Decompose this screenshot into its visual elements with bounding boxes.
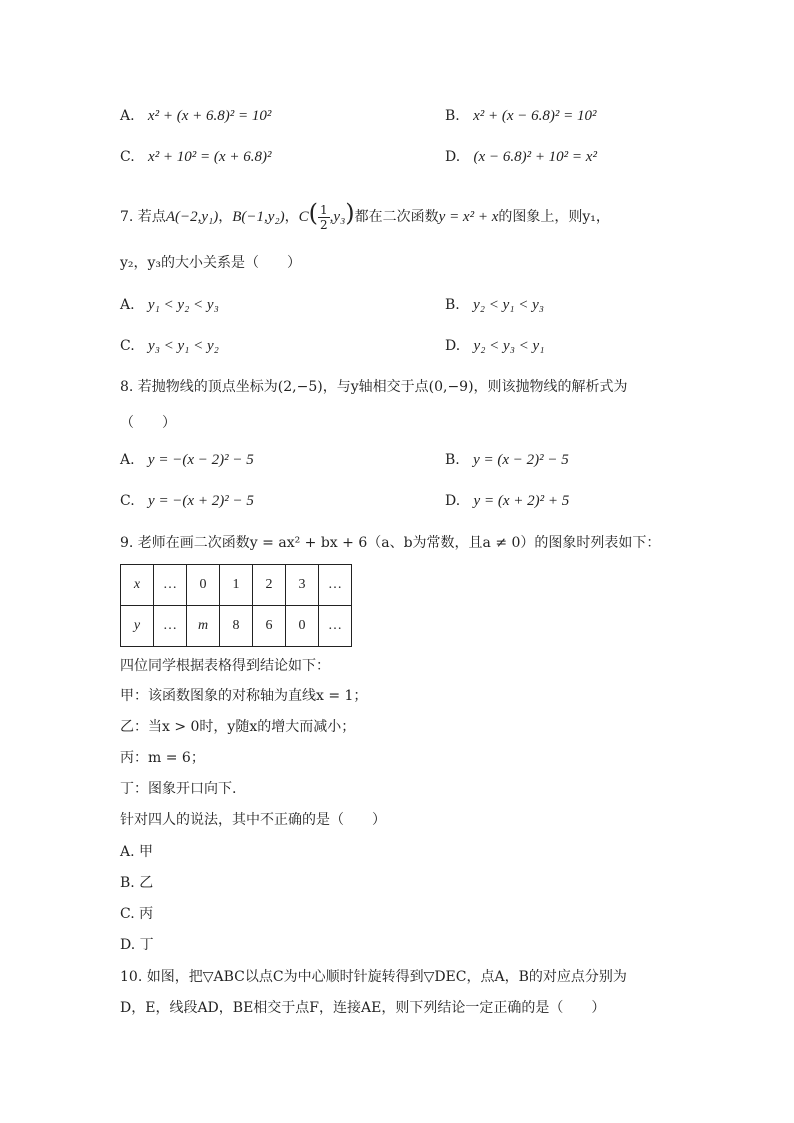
- option-text: (x − 6.8)² + 10² = x²: [473, 149, 597, 165]
- q7-point-a: A(−2,y₁): [165, 209, 219, 225]
- q9-claim-ding: 丁：图象开口向下.: [120, 781, 237, 797]
- q6-option-d: [445, 147, 597, 167]
- q8-option-a: [120, 450, 254, 470]
- q9-value-table: [120, 564, 352, 647]
- q9-option-d: [120, 935, 154, 955]
- option-label: D.: [120, 937, 136, 953]
- fraction-denominator: 2: [320, 217, 328, 232]
- q8-option-b: [445, 450, 569, 470]
- q7-stem-line2: y₂，y₃的大小关系是（ ）: [120, 255, 302, 271]
- q9-claim-bing: 丙：m = 6；: [120, 750, 205, 766]
- option-text: x² + (x + 6.8)² = 10²: [147, 108, 272, 124]
- q7-option-a: [120, 295, 219, 315]
- option-label: D.: [445, 149, 461, 165]
- table-cell: x: [121, 565, 154, 606]
- option-text: 丙: [139, 906, 154, 922]
- option-text: y = −(x + 2)² − 5: [148, 493, 254, 509]
- option-label: B.: [445, 452, 460, 468]
- option-text: 甲: [139, 844, 154, 860]
- q9-option-b: [120, 873, 153, 893]
- q7-option-c: [120, 336, 219, 356]
- q9-stem: 9. 老师在画二次函数y = ax² + bx + 6（a、b为常数，且a ≠ 0）的图象时列表如下：: [120, 535, 661, 551]
- table-cell: y: [121, 606, 154, 647]
- q8-option-d: [445, 491, 569, 511]
- q7-point-c-tail: ,y₃: [329, 209, 346, 225]
- q7-stem-mid: 都在二次函数: [354, 209, 439, 225]
- q7-point-c-label: C: [298, 209, 309, 225]
- q6-option-c: [120, 147, 271, 167]
- option-label: A.: [120, 297, 135, 313]
- table-cell: 6: [253, 606, 286, 647]
- option-text: y₁ < y₂ < y₃: [147, 297, 219, 313]
- table-row: [121, 565, 352, 606]
- option-text: y = −(x − 2)² − 5: [147, 452, 254, 468]
- q7-point-b: B(−1,y₂): [232, 209, 285, 225]
- option-text: y₂ < y₃ < y₁: [473, 338, 545, 354]
- option-text: 丁: [139, 937, 154, 953]
- option-label: C.: [120, 149, 135, 165]
- q9-option-c: [120, 904, 153, 924]
- table-cell: 2: [253, 565, 286, 606]
- option-text: x² + 10² = (x + 6.8)²: [148, 149, 272, 165]
- q9-option-a: [120, 842, 153, 862]
- table-cell: m: [187, 606, 220, 647]
- option-label: B.: [120, 875, 135, 891]
- option-text: y = (x − 2)² − 5: [473, 452, 569, 468]
- q7-option-b: [445, 295, 544, 315]
- q7-sep: ，: [284, 209, 299, 225]
- q9-question: 针对四人的说法，其中不正确的是（ ）: [120, 812, 386, 828]
- option-text: 乙: [139, 875, 154, 891]
- q6-option-b: [445, 106, 597, 126]
- table-cell: 1: [220, 565, 253, 606]
- q7-sep: ，: [218, 209, 233, 225]
- q10-stem-line2: D，E，线段AD，BE相交于点F，连接AE，则下列结论一定正确的是（ ）: [120, 1000, 606, 1016]
- q7-stem-line1: 7. 若点A(−2,y₁)，B(−1,y₂)，C( $\frac{1}{2}$ ,y₃)都在二次函数y = x² + x的图象上，则y₁，: [120, 199, 610, 232]
- table-cell: …: [154, 565, 187, 606]
- q7-option-d: [445, 336, 544, 356]
- q8-option-c: [120, 491, 254, 511]
- option-label: C.: [120, 338, 135, 354]
- option-label: A.: [120, 452, 135, 468]
- q7-stem-tail: 的图象上，则y₁，: [498, 209, 610, 225]
- table-cell: …: [319, 565, 352, 606]
- q8-stem-line1: 8. 若抛物线的顶点坐标为(2,−5)，与y轴相交于点(0,−9)，则该抛物线的解析式为: [120, 379, 628, 395]
- q9-claim-jia: 甲：该函数图象的对称轴为直线x = 1；: [120, 688, 368, 704]
- q7-stem-prefix: 7. 若点: [120, 209, 166, 225]
- table-cell: 3: [286, 565, 319, 606]
- option-label: D.: [445, 493, 461, 509]
- table-cell: 8: [220, 606, 253, 647]
- table-cell: 0: [187, 565, 220, 606]
- option-label: C.: [120, 906, 135, 922]
- q6-option-a: [120, 106, 271, 126]
- option-text: y₂ < y₁ < y₃: [473, 297, 544, 313]
- q7-function: y = x² + x: [438, 209, 499, 225]
- option-label: A.: [120, 844, 135, 860]
- q10-stem-line1: 10. 如图，把▽ABC以点C为中心顺时针旋转得到▽DEC，点A，B的对应点分别为: [120, 969, 627, 985]
- table-cell: …: [319, 606, 352, 647]
- option-text: x² + (x − 6.8)² = 10²: [473, 108, 597, 124]
- option-text: y = (x + 2)² + 5: [473, 493, 570, 509]
- fraction-one-half: [318, 203, 330, 232]
- option-label: B.: [445, 108, 460, 124]
- q9-intro: 四位同学根据表格得到结论如下：: [120, 658, 330, 674]
- fraction-numerator: 1: [320, 202, 328, 217]
- q9-claim-yi: 乙：当x > 0时，y随x的增大而减小；: [120, 719, 356, 735]
- table-row: [121, 606, 352, 647]
- option-label: A.: [120, 108, 135, 124]
- option-text: y₃ < y₁ < y₂: [148, 338, 219, 354]
- table-cell: …: [154, 606, 187, 647]
- q8-stem-line2: （ ）: [120, 415, 176, 431]
- option-label: C.: [120, 493, 135, 509]
- option-label: D.: [445, 338, 461, 354]
- table-cell: 0: [286, 606, 319, 647]
- option-label: B.: [445, 297, 460, 313]
